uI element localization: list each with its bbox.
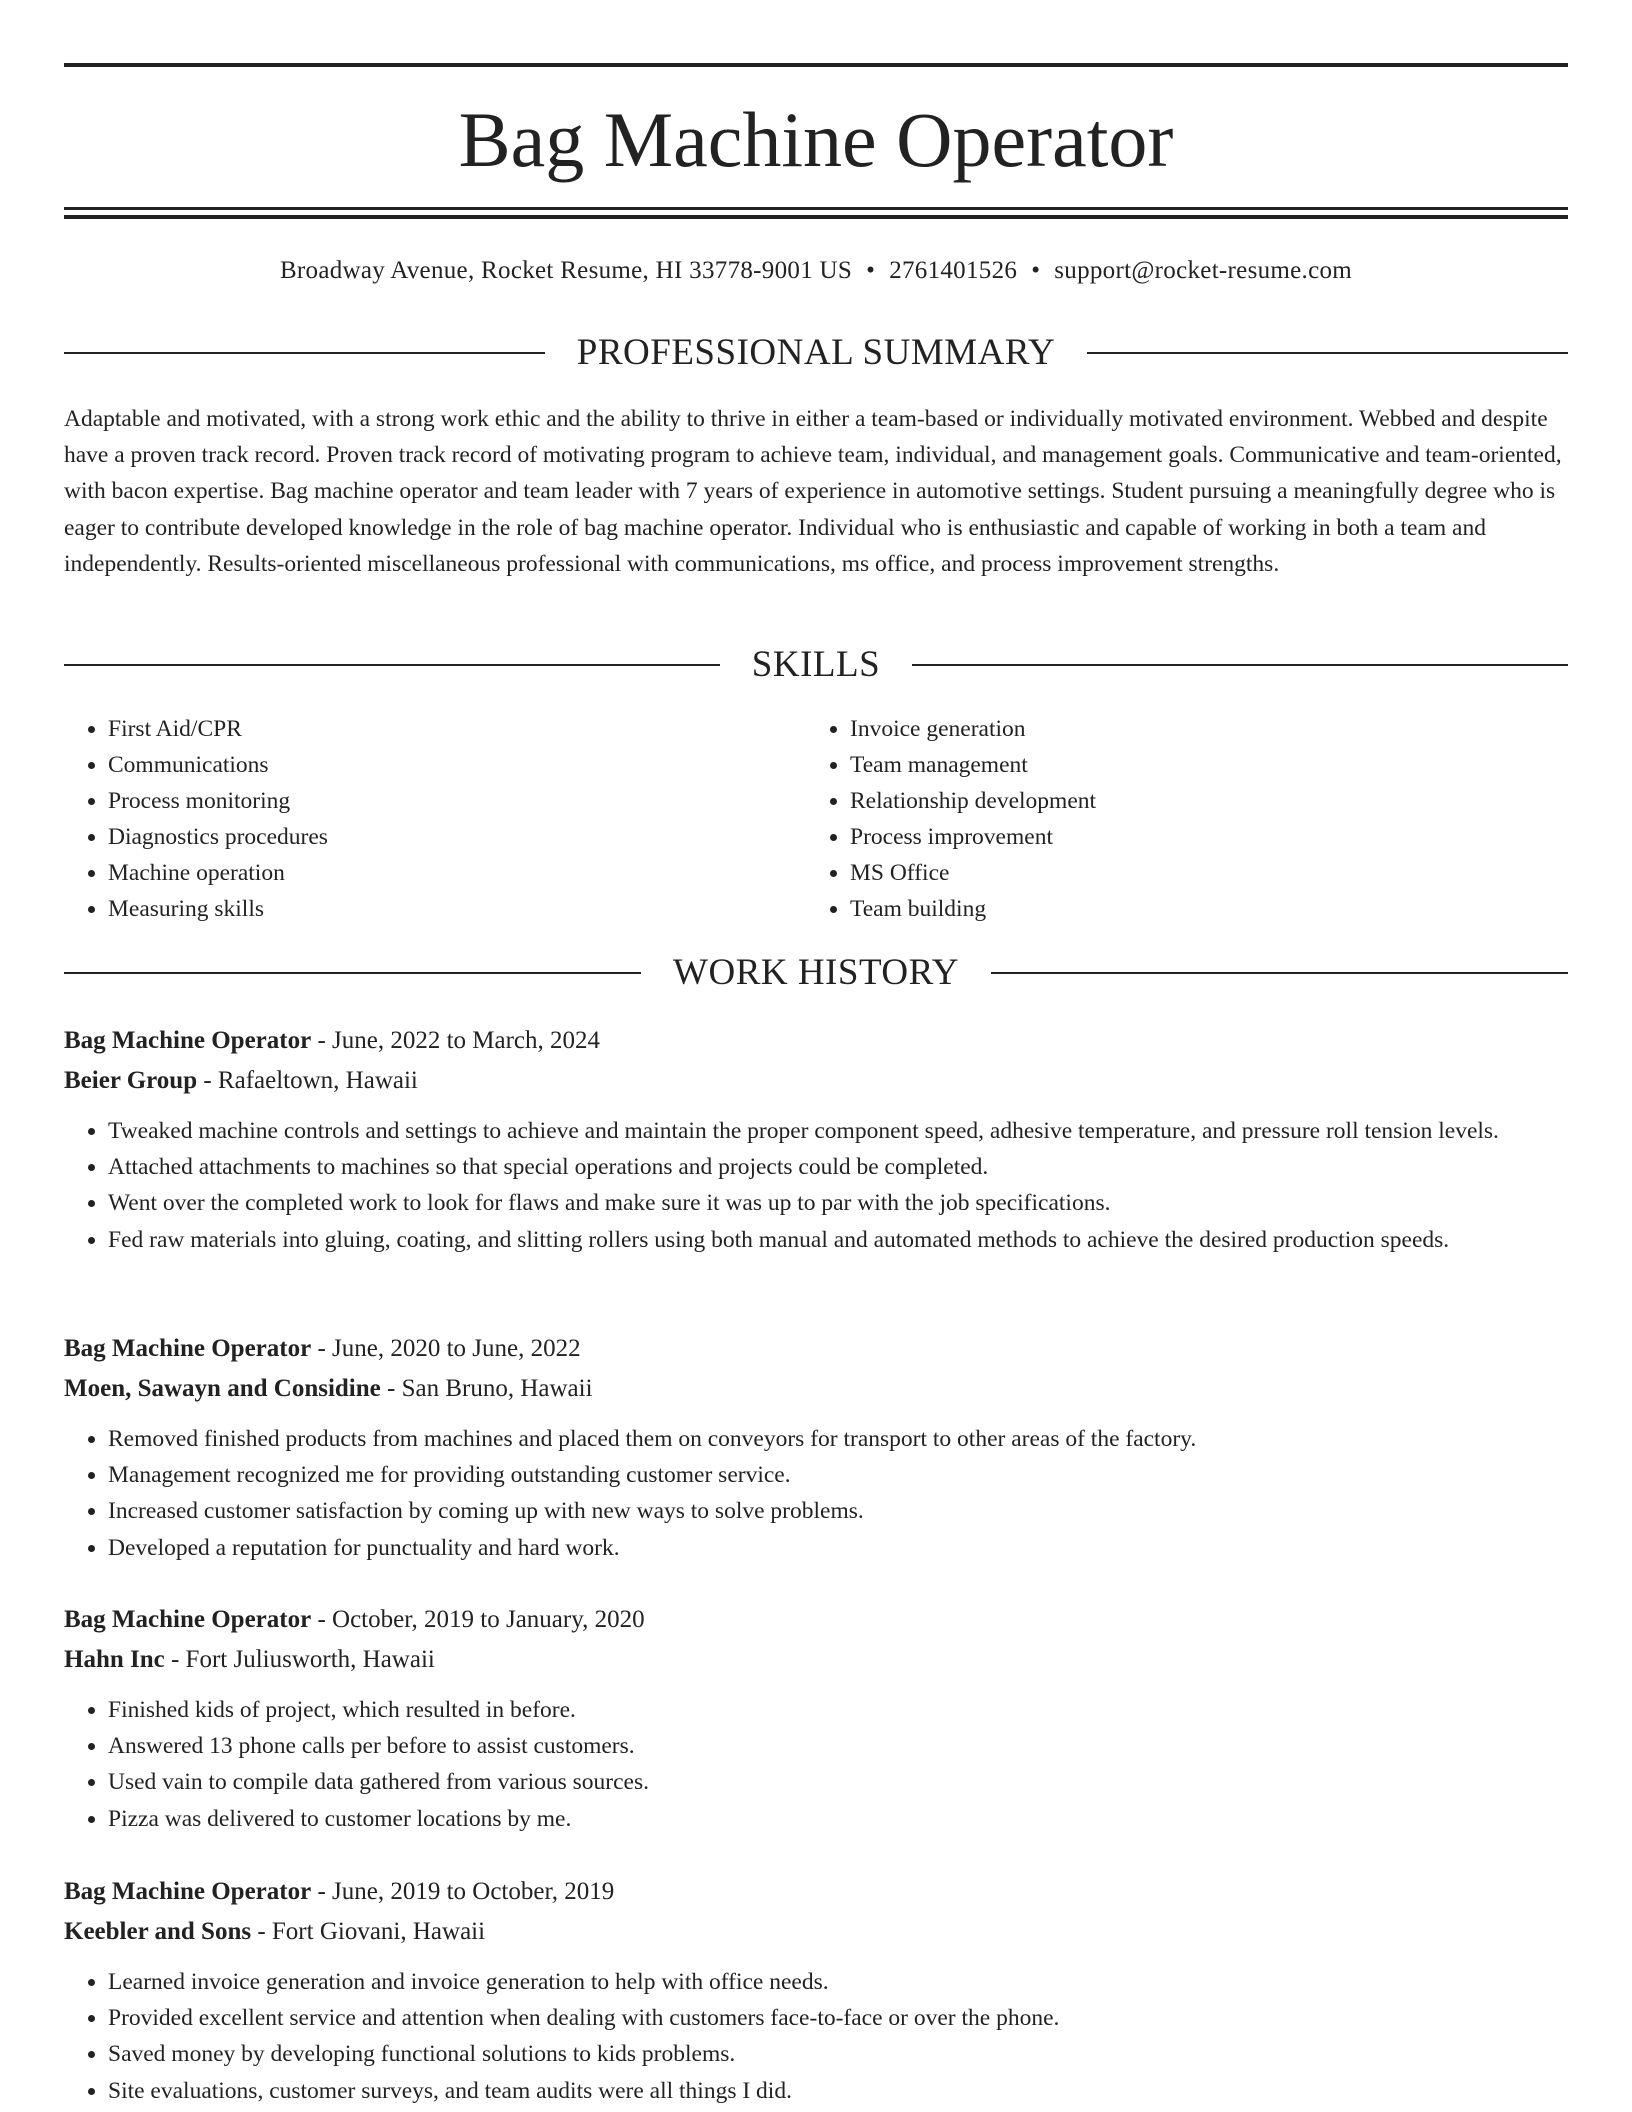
skill-item: • MS Office [850,855,1548,891]
job-bullets [64,1421,1568,1566]
heading-rule [991,972,1568,974]
skill-item: • Invoice generation [850,711,1548,747]
skills-heading-text: SKILLS [751,644,881,685]
job-company-line [64,1061,1568,1101]
job-dates: - June, 2019 to October, 2019 [311,1878,615,1905]
skill-item: • Diagnostics procedures [108,819,806,855]
contact-email: support@rocket-resume.com [1054,257,1353,284]
job-title: Bag Machine Operator [64,1878,312,1905]
job-company: Keebler and Sons [64,1918,252,1945]
job-company: Moen, Sawayn and Considine [64,1375,381,1402]
heading-rule [64,664,720,666]
skills-column-left [64,711,806,927]
job-entry [64,1872,1568,2109]
skill-item: • Process monitoring [108,783,806,819]
heading-rule [64,352,545,354]
job-bullet: • Increased customer satisfaction by coming up with new ways to solve problems. [108,1493,1568,1529]
skill-item: • Machine operation [108,855,806,891]
job-bullet: • Finished kids of project, which resulted in before. [108,1692,1568,1728]
job-dates: - October, 2019 to January, 2020 [311,1606,645,1633]
job-title-line [64,1600,1568,1640]
contact-address: Broadway Avenue, Rocket Resume, HI 33778-9001 US [279,257,853,284]
job-entry [64,1600,1568,1837]
job-bullets [64,1964,1568,2109]
skill-item: • Measuring skills [108,891,806,927]
job-entry [64,1329,1568,1566]
job-title: Bag Machine Operator [64,1606,312,1633]
heading-rule [64,972,641,974]
job-bullet: • Went over the completed work to look for flaws and make sure it was up to par with the job specifications. [108,1185,1568,1221]
summary-heading-text: PROFESSIONAL SUMMARY [576,332,1056,373]
top-rule [64,63,1568,67]
skill-item: • Team management [850,747,1548,783]
job-company-line [64,1640,1568,1680]
job-dates: - June, 2020 to June, 2022 [311,1335,581,1362]
job-title-line [64,1021,1568,1061]
job-location: - Rafaeltown, Hawaii [197,1067,418,1094]
job-location: - Fort Juliusworth, Hawaii [164,1646,435,1673]
job-bullet: • Tweaked machine controls and settings to achieve and maintain the proper component speed, adhesive temperature, and pressure roll tension levels. [108,1113,1568,1149]
job-bullet: • Site evaluations, customer surveys, and team audits were all things I did. [108,2073,1568,2109]
summary-text: Adaptable and motivated, with a strong work ethic and the ability to thrive in either a team-based or individually motivated environment. Webbed and despite have a proven track record. Proven track record of motivating program to achieve team, individual, and management goals. Communicative and team-oriented, with bacon expertise. Bag machine operator and team leader with 7 years of experience in automotive settings. Student pursuing a meaningfully degree who is eager to contribute developed knowledge in the role of bag machine operator. Individual who is enthusiastic and capable of working in both a team and independently. Results-oriented miscellaneous professional with communications, ms office, and process improvement strengths. [64,406,1562,577]
skill-item: • Team building [850,891,1548,927]
resume-name: Bag Machine Operator [458,96,1174,183]
skill-item: • First Aid/CPR [108,711,806,747]
contact-separator: • [866,257,876,284]
heading-rule [912,664,1568,666]
work-heading-text: WORK HISTORY [673,952,959,993]
job-bullet: • Attached attachments to machines so that special operations and projects could be completed. [108,1149,1568,1185]
work-heading [64,951,1568,995]
job-bullets [64,1113,1568,1258]
job-entry [64,1021,1568,1258]
job-bullet: • Management recognized me for providing outstanding customer service. [108,1457,1568,1493]
job-title: Bag Machine Operator [64,1027,312,1054]
job-bullet: • Pizza was delivered to customer locations by me. [108,1801,1568,1837]
skill-item: • Relationship development [850,783,1548,819]
skill-item: • Process improvement [850,819,1548,855]
job-bullet: • Provided excellent service and attention when dealing with customers face-to-face or over the phone. [108,2000,1568,2036]
job-company-line [64,1369,1568,1409]
job-bullet: • Answered 13 phone calls per before to assist customers. [108,1728,1568,1764]
job-location: - Fort Giovani, Hawaii [251,1918,486,1945]
job-company: Hahn Inc [64,1646,165,1673]
job-bullet: • Learned invoice generation and invoice generation to help with office needs. [108,1964,1568,2000]
job-title-line [64,1329,1568,1369]
job-company: Beier Group [64,1067,198,1094]
summary-heading [64,331,1568,375]
job-bullets [64,1692,1568,1837]
job-bullet: • Removed finished products from machines and placed them on conveyors for transport to other areas of the factory. [108,1421,1568,1457]
job-bullet: • Developed a reputation for punctuality and hard work. [108,1530,1568,1566]
job-title: Bag Machine Operator [64,1335,312,1362]
job-company-line [64,1912,1568,1952]
header-double-rule [64,207,1568,219]
job-dates: - June, 2022 to March, 2024 [311,1027,601,1054]
contact-separator: • [1031,257,1041,284]
job-bullet: • Saved money by developing functional solutions to kids problems. [108,2036,1568,2072]
job-title-line [64,1872,1568,1912]
contact-phone: 2761401526 [889,257,1018,284]
heading-rule [1087,352,1568,354]
job-location: - San Bruno, Hawaii [380,1375,593,1402]
contact-line [64,254,1568,288]
skills-list [64,711,1568,927]
skills-heading [64,643,1568,687]
job-bullet: • Fed raw materials into gluing, coating, and slitting rollers using both manual and automated methods to achieve the desired production speeds. [108,1222,1568,1258]
skill-item: • Communications [108,747,806,783]
skills-column-right [806,711,1548,927]
job-bullet: • Used vain to compile data gathered from various sources. [108,1764,1568,1800]
